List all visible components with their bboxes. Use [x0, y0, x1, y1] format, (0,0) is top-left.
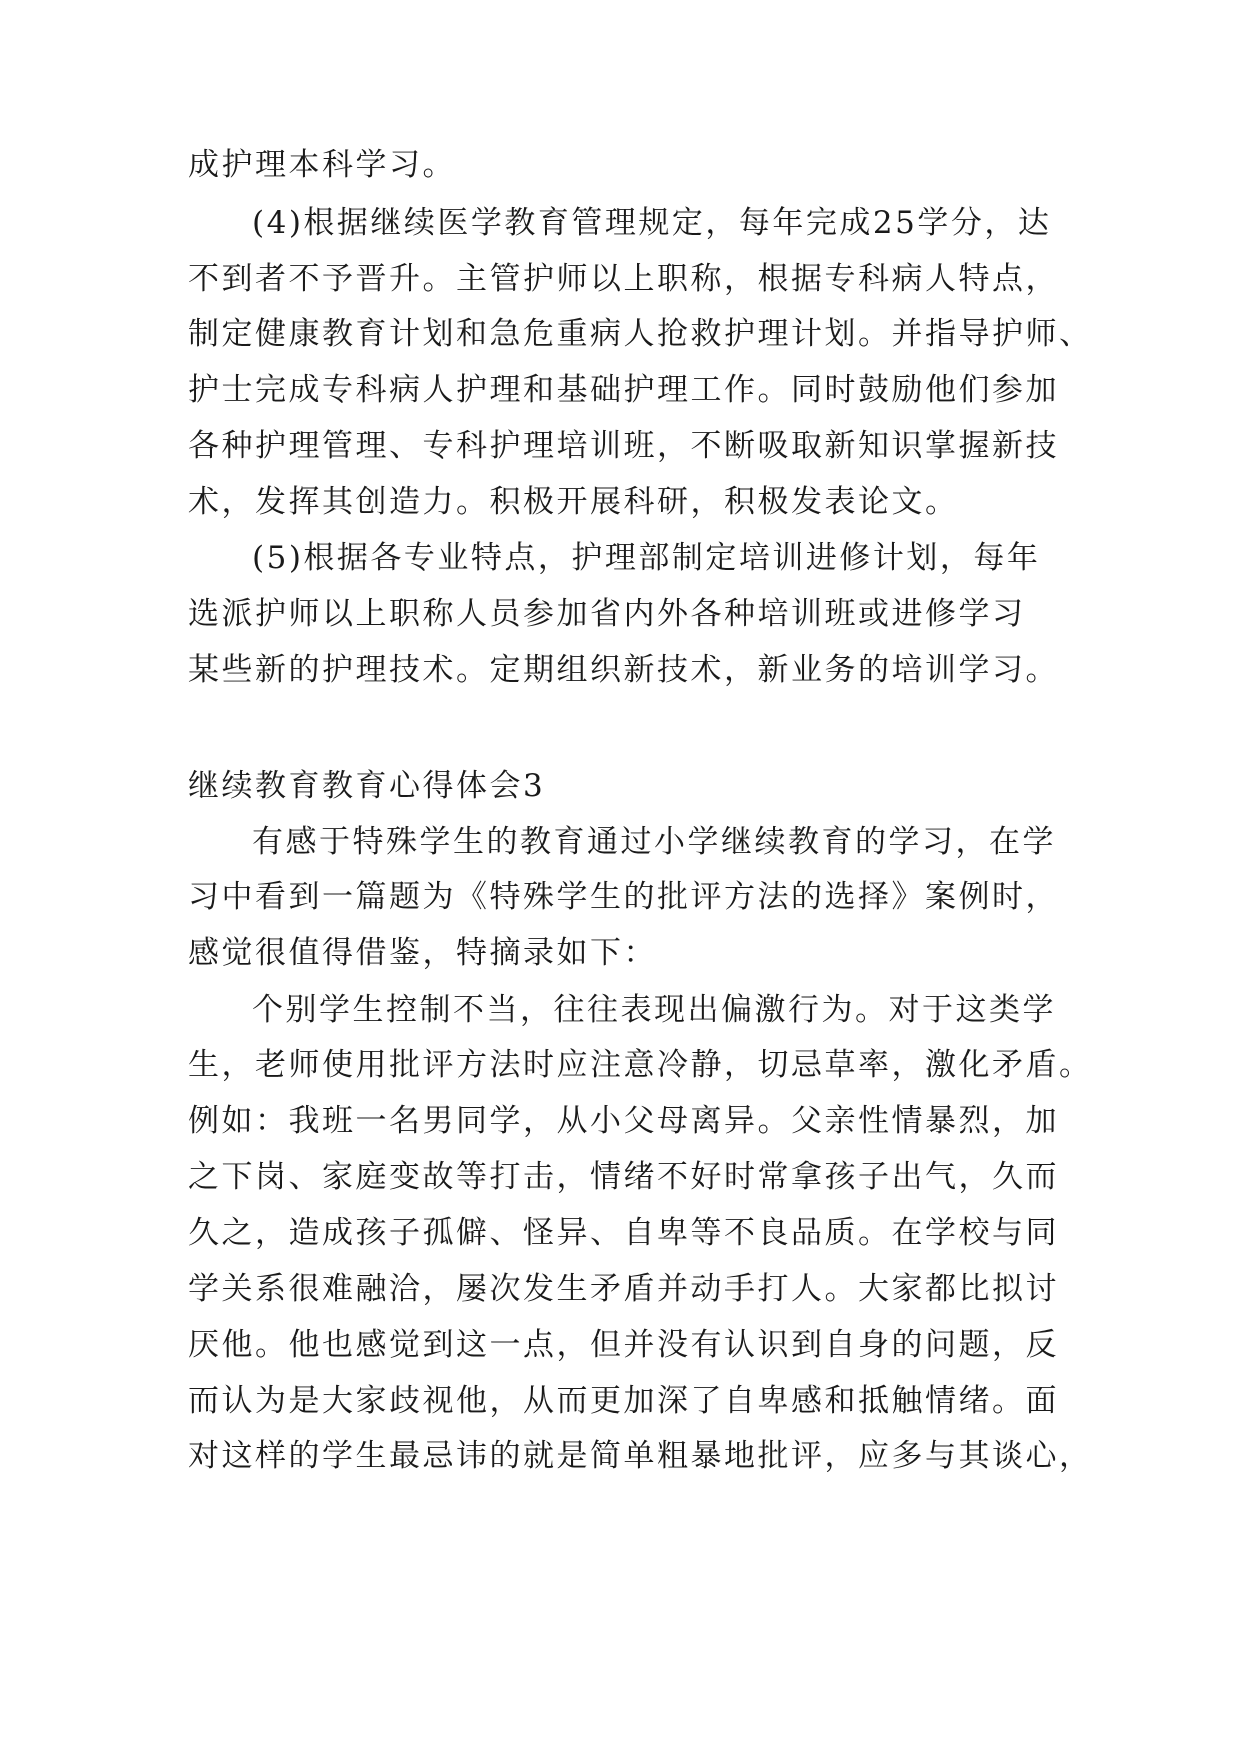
paragraph-line: 个别学生控制不当，往往表现出偏激行为。对于这类学 [252, 992, 1056, 1028]
paragraph-line: 有感于特殊学生的教育通过小学继续教育的学习，在学 [252, 824, 1056, 860]
text-line: 术，发挥其创造力。积极开展科研，积极发表论文。 [188, 484, 959, 520]
text-line: 各种护理管理、专科护理培训班，不断吸取新知识掌握新技 [188, 428, 1059, 464]
text-line: 例如：我班一名男同学，从小父母离异。父亲性情暴烈，加 [188, 1103, 1059, 1139]
text-line: 成护理本科学习。 [188, 147, 456, 183]
paragraph-line: (4)根据继续医学教育管理规定，每年完成25学分，达 [252, 205, 1052, 241]
text-line: 不到者不予晋升。主管护师以上职称，根据专科病人特点， [188, 261, 1059, 297]
text-line: 制定健康教育计划和急危重病人抢救护理计划。并指导护师、 [188, 316, 1093, 352]
text-line: 感觉很值得借鉴，特摘录如下： [188, 935, 657, 971]
text-line: 某些新的护理技术。定期组织新技术，新业务的培训学习。 [188, 652, 1059, 688]
text-line: 而认为是大家歧视他，从而更加深了自卑感和抵触情绪。面 [188, 1383, 1059, 1419]
text-line: 护士完成专科病人护理和基础护理工作。同时鼓励他们参加 [188, 372, 1059, 408]
paragraph-line: (5)根据各专业特点，护理部制定培训进修计划，每年 [252, 540, 1041, 576]
section-heading: 继续教育教育心得体会3 [188, 768, 546, 804]
text-line: 习中看到一篇题为《特殊学生的批评方法的选择》案例时， [188, 879, 1059, 915]
text-line: 选派护师以上职称人员参加省内外各种培训班或进修学习 [188, 596, 1026, 632]
text-line: 之下岗、家庭变故等打击，情绪不好时常拿孩子出气，久而 [188, 1159, 1059, 1195]
text-line: 学关系很难融洽，屡次发生矛盾并动手打人。大家都比拟讨 [188, 1271, 1059, 1307]
text-line: 久之，造成孩子孤僻、怪异、自卑等不良品质。在学校与同 [188, 1215, 1059, 1251]
text-line: 对这样的学生最忌讳的就是简单粗暴地批评，应多与其谈心， [188, 1438, 1093, 1474]
text-line: 厌他。他也感觉到这一点，但并没有认识到自身的问题，反 [188, 1327, 1059, 1363]
text-line: 生，老师使用批评方法时应注意冷静，切忌草率，激化矛盾。 [188, 1047, 1093, 1083]
